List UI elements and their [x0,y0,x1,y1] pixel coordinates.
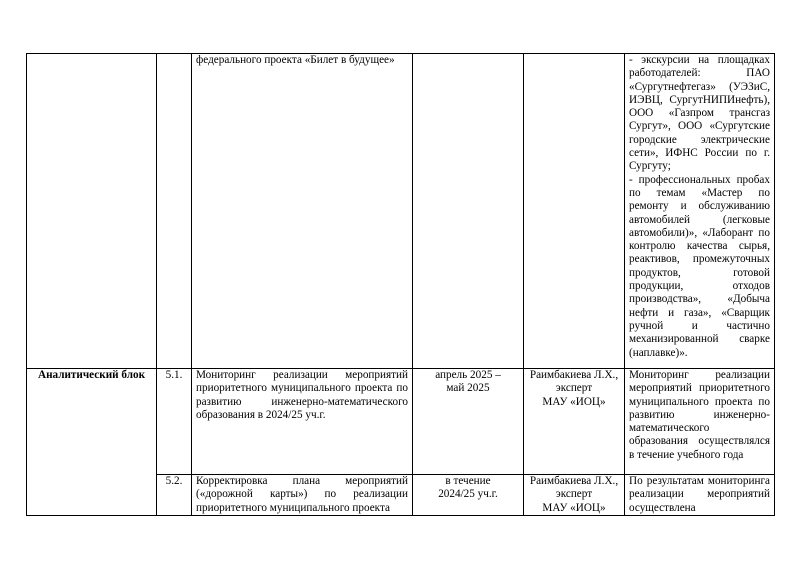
responsible-cell [524,54,625,369]
activity-cell: Корректировка плана мероприятий («дорожной карты») по реализации приоритетного муниципального проекта [192,475,413,516]
period-cell [413,54,524,369]
number-cell: 5.1. [157,369,192,475]
responsible-name: Раимбакиева Л.Х., [529,475,619,487]
result-cell: Мониторинг реализации мероприятий приоритетного муниципального проекта по развитию инженерно-математического образования осуществлялся в течение учебного года [625,369,775,475]
responsible-cell [524,369,625,475]
period-cell [413,369,524,475]
responsible-org: МАУ «ИОЦ» [542,501,606,514]
period-cell [413,475,524,516]
result-cell: По результатам мониторинга реализации мероприятий осуществлена [625,475,775,516]
period-line: в течение [445,475,491,487]
result-paragraph: - профессиональных пробах по темам «Мастер по ремонту и обслуживанию автомобилей (легковые автомобили)», «Лаборант по контролю качества сырья, реактивов, промежуточных продуктов, готовой продукции, отходов производства», «Добыча нефти и газа», «Сварщик ручной и частично механизированной сварке (наплавке)». [629,173,770,359]
table-row [27,54,775,369]
result-cell [625,54,775,369]
section-cell: Аналитический блок [27,369,157,516]
section-cell [27,54,157,369]
responsible-role: эксперт [555,488,593,501]
number-cell: 5.2. [157,475,192,516]
table-row [27,369,775,475]
responsible-org: МАУ «ИОЦ» [542,395,606,408]
responsible-name: Раимбакиева Л.Х., [529,369,619,381]
responsible-role: эксперт [555,382,593,395]
activity-table [26,53,775,516]
activity-cell: федерального проекта «Билет в будущее» [192,54,413,369]
period-line: 2024/25 уч.г. [438,488,498,501]
period-line: апрель 2025 – [435,369,501,381]
responsible-cell [524,475,625,516]
result-paragraph: - экскурсии на площадках работодателей: ПАО «Сургутнефтегаз» (УЭЗиС, ИЭВЦ, СургутНИПИнефть), ООО «Газпром трансгаз Сургут», ООО «Сургутские городские электрические сети», ИФНС России по г. Сургуту; [629,54,770,173]
activity-cell: Мониторинг реализации мероприятий приоритетного муниципального проекта по развитию инженерно-математического образования в 2024/25 уч.г. [192,369,413,475]
period-line: май 2025 [446,382,490,395]
number-cell [157,54,192,369]
